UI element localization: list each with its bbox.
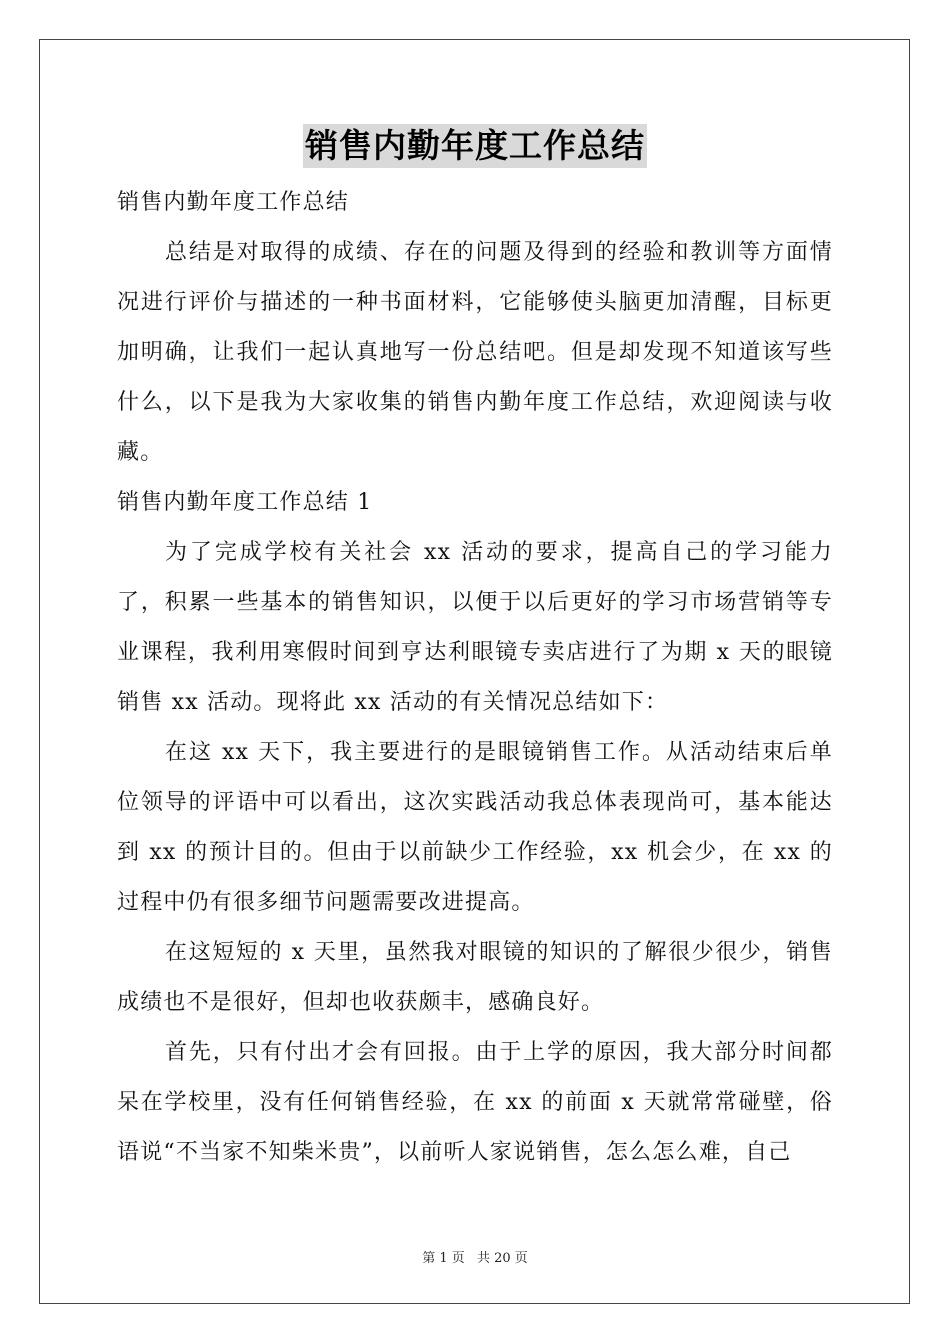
- paragraph: 在这 xx 天下，我主要进行的是眼镜销售工作。从活动结束后单位领导的评语中可以看出，这次实践活动我总体表现尚可，基本能达到 xx 的预计目的。但由于以前缺少工作经验，xx 机会少，在 xx 的过程中仍有很多细节问题需要改进提高。: [117, 740, 833, 915]
- paragraph: 在这短短的 x 天里，虽然我对眼镜的知识的了解很少很少，销售成绩也不是很好，但却也收获颇丰，感确良好。: [117, 940, 833, 1015]
- page-footer: [0, 1247, 950, 1266]
- document-body: [117, 178, 833, 1178]
- paragraph: 总结是对取得的成绩、存在的问题及得到的经验和教训等方面情况进行评价与描述的一种书面材料，它能够使头脑更加清醒，目标更加明确，让我们一起认真地写一份总结吧。但是却发现不知道该写些什么，以下是我为大家收集的销售内勤年度工作总结，欢迎阅读与收藏。: [117, 240, 833, 465]
- paragraph: 销售内勤年度工作总结 1: [117, 490, 373, 515]
- page-total: 共 20 页: [476, 1251, 528, 1266]
- paragraph: 为了完成学校有关社会 xx 活动的要求，提高自己的学习能力了，积累一些基本的销售知识，以便于以后更好的学习市场营销等专业课程，我利用寒假时间到亨达利眼镜专卖店进行了为期 x 天的眼镜销售 xx 活动。现将此 xx 活动的有关情况总结如下：: [117, 540, 833, 715]
- title-container: [0, 124, 950, 168]
- paragraph: 销售内勤年度工作总结: [117, 190, 350, 215]
- page-number: 第 1 页: [422, 1251, 465, 1266]
- paragraph: 首先，只有付出才会有回报。由于上学的原因，我大部分时间都呆在学校里，没有任何销售经验，在 xx 的前面 x 天就常常碰壁，俗语说“不当家不知柴米贵”，以前听人家说销售，怎么怎么难，自己: [117, 1040, 833, 1165]
- document-title: 销售内勤年度工作总结: [303, 124, 647, 168]
